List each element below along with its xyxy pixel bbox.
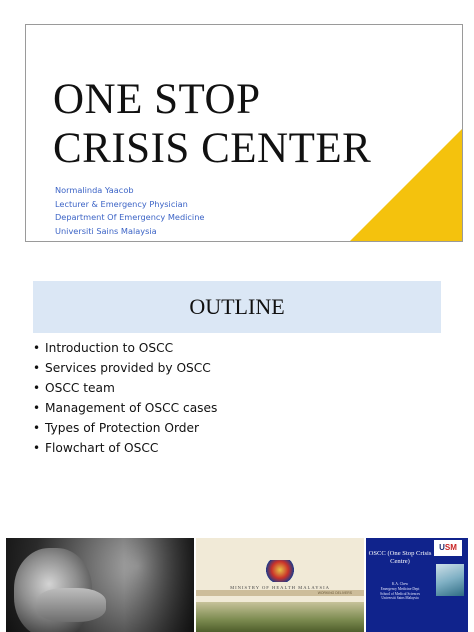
presenter-university: Universiti Sains Malaysia	[55, 225, 157, 236]
list-item-text: Management of OSCC cases	[45, 401, 218, 415]
list-item	[33, 358, 217, 378]
related-thumbnail-ministry[interactable]	[196, 538, 364, 632]
bullet-icon: •	[33, 441, 41, 455]
related-thumbnail-usm[interactable]	[366, 538, 468, 632]
ministry-tagline: WORKING DELIVERS	[317, 591, 352, 595]
list-item	[33, 418, 217, 438]
credit-line: Universiti Sains Malaysia	[381, 596, 419, 601]
hand-image	[36, 588, 106, 622]
usm-credits	[366, 582, 434, 601]
related-thumbnail-photo[interactable]	[6, 538, 194, 632]
presenter-role: Lecturer & Emergency Physician	[55, 198, 188, 209]
presenter-department: Department Of Emergency Medicine	[55, 212, 205, 222]
list-item	[33, 338, 217, 358]
list-item-text: Introduction to OSCC	[45, 341, 174, 355]
bullet-icon: •	[33, 381, 41, 395]
outline-header	[33, 281, 441, 333]
ministry-title: MINISTRY OF HEALTH MALAYSIA	[230, 585, 330, 590]
shadow-overlay	[124, 538, 194, 632]
usm-photo	[436, 564, 464, 596]
title-line-1: ONE STOP	[53, 76, 261, 123]
coat-of-arms-icon	[266, 560, 294, 582]
list-item	[33, 398, 217, 418]
bullet-icon: •	[33, 421, 41, 435]
list-item-text: Flowchart of OSCC	[45, 441, 159, 455]
credit-line: School of Medical Sciences	[379, 591, 421, 596]
title-line-2: CRISIS CENTER	[53, 125, 372, 172]
ministry-strip	[196, 590, 364, 596]
list-item-text: Services provided by OSCC	[45, 361, 211, 375]
credit-line: Emergency Medicine Dept	[380, 586, 420, 591]
outline-list	[33, 338, 217, 458]
list-item-text: Types of Protection Order	[45, 421, 200, 435]
landscape-image	[196, 602, 364, 632]
usm-slide-title: OSCC (One Stop Crisis Centre)	[368, 550, 432, 565]
usm-logo-icon: USM	[434, 540, 462, 556]
list-item-text: OSCC team	[45, 381, 115, 395]
outline-heading: OUTLINE	[189, 294, 285, 319]
credit-line: K.A. Chew	[391, 582, 409, 586]
bullet-icon: •	[33, 341, 41, 355]
title-slide	[25, 24, 463, 242]
bullet-icon: •	[33, 401, 41, 415]
slide-title	[53, 75, 433, 173]
presenter-info	[55, 184, 204, 238]
bullet-icon: •	[33, 361, 41, 375]
list-item	[33, 438, 217, 458]
list-item	[33, 378, 217, 398]
presenter-name: Normalinda Yaacob	[55, 185, 134, 195]
